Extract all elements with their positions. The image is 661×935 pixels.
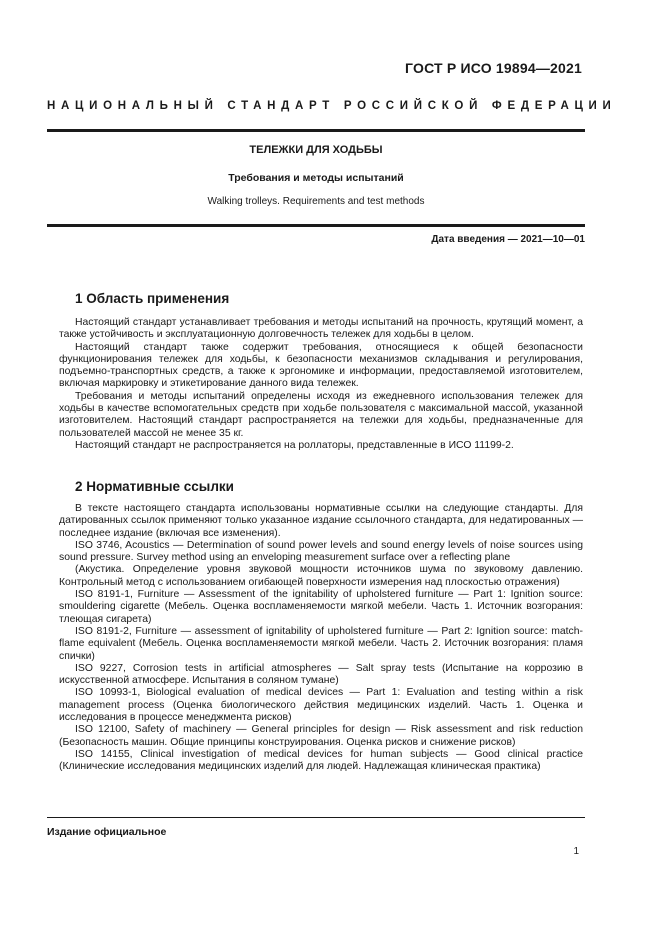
section-2-body [59,503,583,774]
paragraph: Настоящий стандарт не распространяется на роллаторы, представленные в ИСО 11199-2. [75,439,514,451]
reference-item: ISO 8191-1, Furniture — Assessment of the ignitability of upholstered furniture — Part 1: Ignition source: smouldering cigarette (Мебель. Оценка воспламеняемости мягкой мебели. Часть 1. Источник возгорания: тлеющая сигарета) [59,589,583,625]
paragraph: Настоящий стандарт устанавливает требования и методы испытаний на прочность, крутящий момент, а также устойчивость и эксплуатационную долговечность тележек для ходьбы в целом. [59,317,583,341]
standard-subtitle: Требования и методы испытаний [228,172,404,184]
reference-item: ISO 10993-1, Biological evaluation of medical devices — Part 1: Evaluation and testing within a risk management process (Оценка биологического действия медицинских изделий. Часть 1. Оценка и исследования в процессе менеджмента рисков) [59,687,583,724]
reference-item: ISO 8191-2, Furniture — assessment of ignitability of upholstered furniture — Part 2: Ignition source: match-flame equivalent (Мебель. Оценка воспламеняемости мягкой мебели. Часть 2. Источник возгорания: пламя спички) [59,625,583,662]
bottom-divider [47,224,585,227]
section-2-heading: 2 Нормативные ссылки [75,479,234,494]
document-code: ГОСТ Р ИСО 19894—2021 [405,60,582,76]
footer-divider [47,817,585,818]
reference-item: ISO 3746, Acoustics — Determination of sound power levels and sound energy levels of noise sources using sound pressure. Survey method using an enveloping measurement surface over a reflecting plane [59,539,583,564]
reference-item: ISO 12100, Safety of machinery — General principles for design — Risk assessment and risk reduction (Безопасность машин. Общие принципы конструирования. Оценка рисков и снижение рисков) [59,724,583,748]
paragraph: В тексте настоящего стандарта использованы нормативные ссылки на следующие стандарты. Для датированных ссылок применяют только указанное издание ссылочного стандарта, для недатированных — последнее издание (включая все изменения). [59,503,583,539]
section-1-body [59,317,583,452]
effective-date: Дата введения — 2021—10—01 [431,234,585,245]
standard-title: ТЕЛЕЖКИ ДЛЯ ХОДЬБЫ [249,144,383,156]
section-1-heading: 1 Область применения [75,291,230,306]
reference-item: (Акустика. Определение уровня звуковой мощности источников шума по звуковому давлению. Контрольный метод с использованием огибающей поверхности измерения над плоскостью отражения) [59,564,583,588]
reference-item: ISO 9227, Corrosion tests in artificial atmospheres — Salt spray tests (Испытание на коррозию в искусственной атмосфере. Испытания в соляном тумане) [59,662,583,687]
reference-item: ISO 14155, Clinical investigation of medical devices for human subjects — Good clinical practice (Клинические исследования медицинских изделий для людей. Надлежащая клиническая практика) [59,748,583,773]
top-divider [47,129,585,132]
standard-title-english: Walking trolleys. Requirements and test methods [207,196,425,207]
page-number: 1 [573,846,579,857]
paragraph: Требования и методы испытаний определены исходя из ежедневного использования тележек для ходьбы в качестве вспомогательных средств при ходьбе пользователя с максимальной массой, указанной изготовителем. Настоящий стандарт распространяется на тележки для ходьбы, предназначенные для пользователей массой не менее 35 кг. [59,390,583,439]
paragraph: Настоящий стандарт также содержит требования, относящиеся к общей безопасности функционирования тележек для ходьбы, к безопасности механизмов складывания и регулирования, подъемно-транспортных средств, а также к эргономике и информации, предоставляемой изготовителем, включая маркировку и этикетирование данного вида тележек. [59,341,583,390]
national-standard-banner: НАЦИОНАЛЬНЫЙ СТАНДАРТ РОССИЙСКОЙ ФЕДЕРАЦИИ [47,100,617,112]
official-edition-label: Издание официальное [47,826,167,838]
